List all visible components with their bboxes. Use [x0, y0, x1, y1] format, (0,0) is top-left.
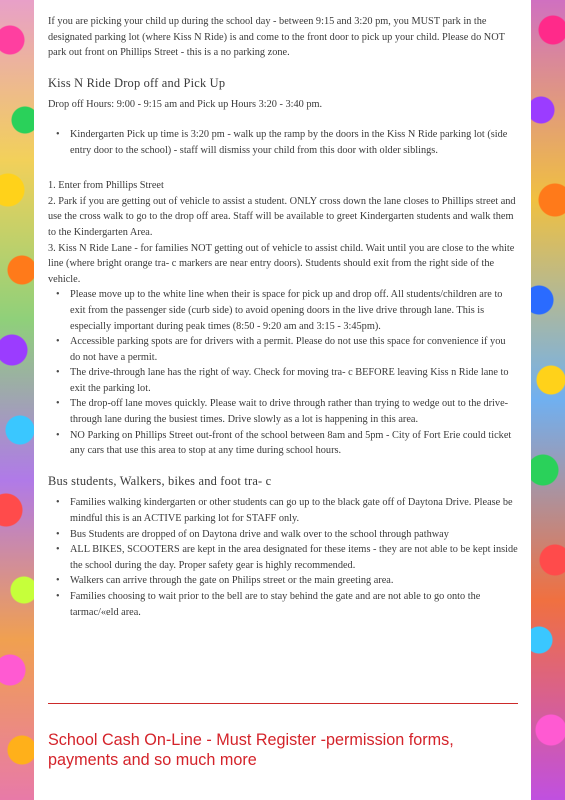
kindergarten-list [48, 127, 518, 158]
step-2: 2. Park if you are getting out of vehicle to assist a student. ONLY cross down the lane closes to Phillips street and use the cross walk to go to the drop off area. Staff will be available to greet Kindergarten students and walk them to the Kindergarten Area. [48, 195, 516, 238]
content-body [48, 0, 518, 620]
background-image-right [531, 0, 565, 800]
list-item: • NO Parking on Phillips Street out-front of the school between 8am and 5pm - City of Fort Erie could ticket any cars that use this area to stop at any time during school hours. [68, 428, 518, 459]
list-item: • Please move up to the white line when their is space for pick up and drop off. All students/children are to exit from the passenger side (curb side) to avoid opening doors in the live drive through lane. This is especially important during peak times (8:50 - 9:20 am and 3:15 - 3:45pm). [68, 287, 518, 334]
lane-rules-list [48, 287, 518, 459]
list-item: • Families walking kindergarten or other students can go up to the black gate off of Daytona Drive. Please be mindful this is an ACTIVE parking lot for STAFF only. [68, 495, 518, 526]
list-item: • Families choosing to wait prior to the bell are to stay behind the gate and are not able to go onto the tarmac/«eld area. [68, 589, 518, 620]
step-3: 3. Kiss N Ride Lane - for families NOT getting out of vehicle to assist child. Wait until you are close to the white line (where bright orange tra- c markers are near entry doors). Students should exit from the right side of the vehicle. [48, 242, 515, 285]
bus-walkers-list [48, 495, 518, 620]
kiss-n-ride-heading: Kiss N Ride Drop off and Pick Up [48, 75, 226, 90]
hours-text: Drop off Hours: 9:00 - 9:15 am and Pick up Hours 3:20 - 3:40 pm. [48, 99, 323, 111]
section-divider [48, 703, 518, 704]
list-item: • Walkers can arrive through the gate on Philips street or the main greeting area. [68, 573, 518, 589]
school-cash-heading[interactable]: School Cash On-Line - Must Register -permission forms, payments and so much more [48, 731, 454, 769]
background-image-left [0, 0, 34, 800]
bus-walkers-heading: Bus students, Walkers, bikes and foot tra- c [48, 473, 272, 488]
list-item: • Accessible parking spots are for drivers with a permit. Please do not use this space for convenience if you do not have a permit. [68, 334, 518, 365]
list-item: • The drive-through lane has the right of way. Check for moving tra- c BEFORE leaving Kiss n Ride lane to exit the parking lot. [68, 365, 518, 396]
kindergarten-bullet: • Kindergarten Pick up time is 3:20 pm - walk up the ramp by the doors in the Kiss N Ride parking lot (side entry door to the school) - staff will dismiss your child from this door with older siblings. [68, 127, 518, 158]
list-item: • The drop-off lane moves quickly. Please wait to drive through rather than trying to wedge out to the drive-through lane during the busiest times. Drive slowly as a lot is happening in this area. [68, 396, 518, 427]
content-panel [34, 0, 531, 800]
intro-paragraph: If you are picking your child up during the school day - between 9:15 and 3:20 pm, you MUST park in the designated parking lot (where Kiss N Ride) is and come to the front door to pick up your child. Please do NOT park out front on Phillips Street - this is a no parking zone. [48, 16, 505, 59]
step-1: 1. Enter from Phillips Street [48, 180, 164, 192]
list-item: • Bus Students are dropped of on Daytona drive and walk over to the school through pathway [68, 527, 518, 543]
list-item: • ALL BIKES, SCOOTERS are kept in the area designated for these items - they are not able to be kept inside the school during the day. Proper safety gear is highly recommended. [68, 542, 518, 573]
